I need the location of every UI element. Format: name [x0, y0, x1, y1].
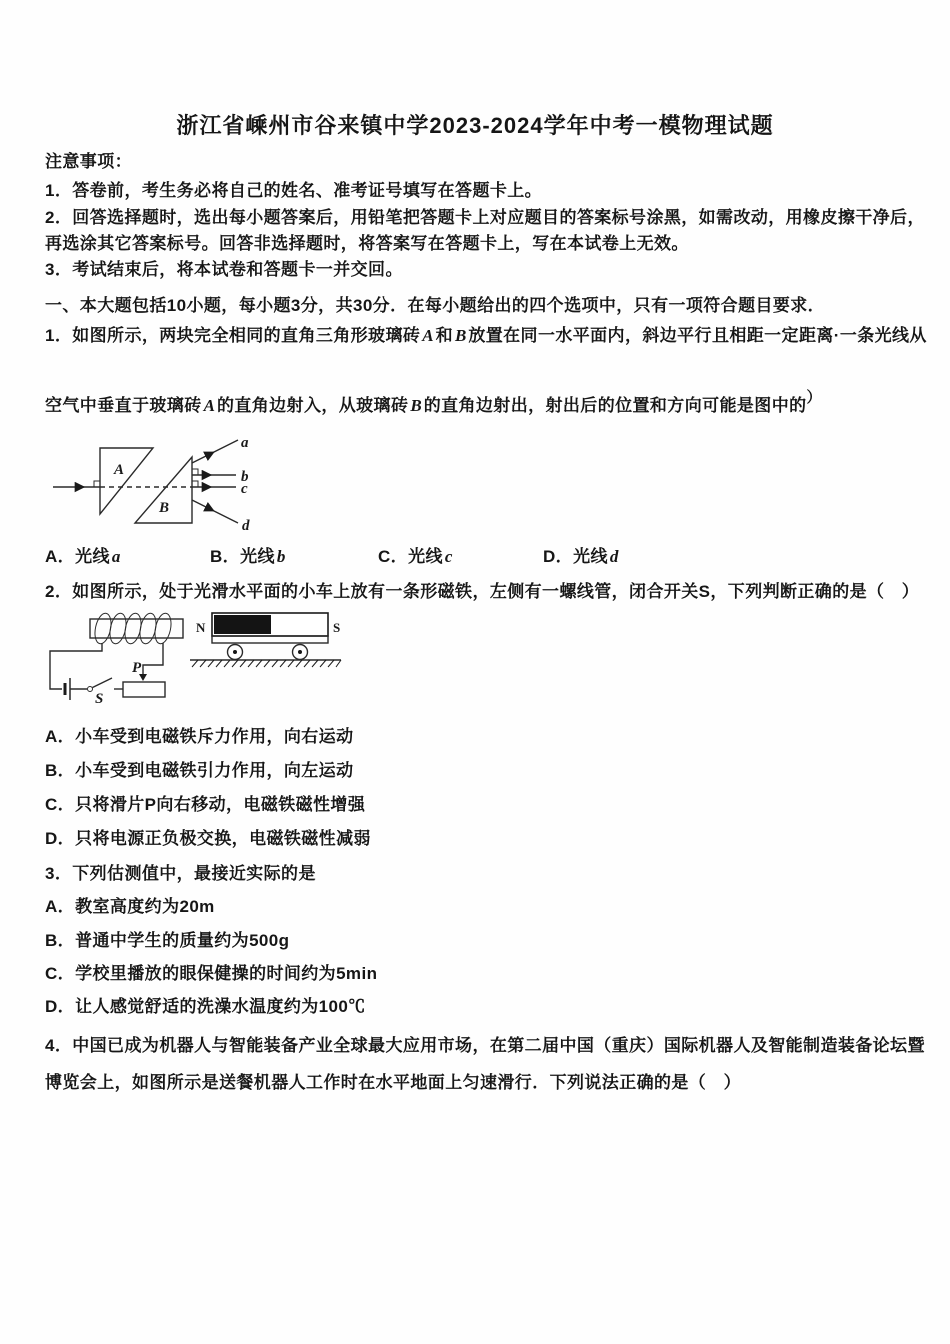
q1-text-6: 的直角边射出，射出后的位置和方向可能是图中的	[423, 396, 807, 415]
right-angle-mark-b	[192, 469, 198, 475]
q3-option-c: C．学校里播放的眼保健操的时间约为5min	[45, 964, 378, 983]
q1-var-b-block-2: B	[410, 396, 422, 415]
q1-option-a	[45, 542, 122, 567]
q2-option-b: B．小车受到电磁铁引力作用，向左运动	[45, 761, 354, 780]
question-4-line-2: 博览会上，如图所示是送餐机器人工作时在水平地面上匀速滑行．下列说法正确的是（ ）	[45, 1073, 741, 1092]
q1-option-b-var: b	[276, 547, 286, 566]
switch-s-label: S	[95, 691, 104, 707]
solenoid-coil	[92, 612, 173, 645]
magnet-s-label: S	[333, 620, 341, 635]
cart-wheel-left	[228, 645, 243, 660]
q2-option-c: C．只将滑片P向右移动，电磁铁磁性增强	[45, 795, 366, 814]
q1-option-a-var: a	[111, 547, 121, 566]
q1-option-b-text: B．光线	[210, 547, 275, 566]
page-title: 浙江省嵊州市谷来镇中学2023-2024学年中考一模物理试题	[176, 113, 774, 138]
q1-text-2: 和	[435, 326, 454, 345]
q1-text-4: 空气中垂直于玻璃砖	[45, 396, 202, 415]
q1-var-a-block: A	[422, 326, 434, 345]
notice-item-3: 3．考试结束后，将本试卷和答题卡一并交回。	[45, 260, 403, 279]
q1-text-3: 放置在同一水平面内，斜边平行且相距一定距离·一条光线从	[468, 326, 927, 345]
q1-var-b-block: B	[455, 326, 467, 345]
q1-text-5: 的直角边射入，从玻璃砖	[216, 396, 409, 415]
slider-p-label: P	[132, 660, 142, 676]
q1-text-1: 1．如图所示，两块完全相同的直角三角形玻璃砖	[45, 326, 421, 345]
glass-block-b-label: B	[159, 500, 170, 516]
right-angle-mark-c	[192, 481, 198, 487]
question-3-text: 3．下列估测值中，最接近实际的是	[45, 864, 316, 883]
section-1-heading: 一、本大题包括10小题，每小题3分，共30分．在每小题给出的四个选项中，只有一项符合题目要求．	[45, 296, 826, 315]
q3-option-a: A．教室高度约为20m	[45, 897, 215, 916]
q2-option-d: D．只将电源正负极交换，电磁铁磁性减弱	[45, 829, 371, 848]
q1-option-c-text: C．光线	[378, 547, 443, 566]
rheostat-body	[123, 682, 165, 697]
q2-option-a: A．小车受到电磁铁斥力作用，向右运动	[45, 727, 354, 746]
q3-option-d: D．让人感觉舒适的洗澡水温度约为100℃	[45, 997, 366, 1016]
notice-heading: 注意事项：	[45, 152, 132, 171]
ray-a-label: a	[241, 435, 249, 451]
cart-platform	[212, 636, 328, 643]
exit-ray-a	[192, 440, 238, 463]
q2-cart-figure	[188, 608, 344, 672]
notice-item-2-line-2: 再选涂其它答案标号。回答非选择题时，将答案写在答题卡上，写在本试卷上无效。	[45, 234, 689, 253]
q1-var-a-block-2: A	[203, 396, 215, 415]
exit-ray-d	[192, 500, 238, 523]
ray-d-label: d	[242, 518, 250, 534]
battery-icon	[65, 678, 70, 700]
q1-option-c	[378, 542, 454, 567]
q1-answer-paren: ）	[806, 389, 822, 406]
cart-wheel-right	[293, 645, 308, 660]
bar-magnet-n-half	[214, 615, 271, 634]
q1-option-d	[543, 542, 620, 567]
ray-b-label: b	[241, 469, 249, 485]
q1-option-c-var: c	[444, 547, 453, 566]
q1-option-a-text: A．光线	[45, 547, 110, 566]
left-lead-wire	[50, 643, 102, 689]
ground-hatching	[192, 660, 341, 667]
q1-option-b	[210, 542, 287, 567]
right-angle-mark-entry	[94, 481, 100, 487]
question-1-line-2	[45, 391, 822, 416]
q2-circuit-figure	[45, 608, 190, 710]
magnet-n-label: N	[196, 620, 206, 635]
switch-icon	[88, 678, 113, 692]
q1-option-d-text: D．光线	[543, 547, 608, 566]
q1-option-d-var: d	[609, 547, 619, 566]
glass-block-a-label: A	[114, 462, 125, 478]
right-lead-wire	[143, 643, 163, 674]
q1-optics-figure	[48, 428, 260, 543]
notice-item-1: 1．答卷前，考生务必将自己的姓名、准考证号填写在答题卡上。	[45, 181, 543, 200]
question-1-line-1	[45, 321, 927, 346]
question-2-text: 2．如图所示，处于光滑水平面的小车上放有一条形磁铁，左侧有一螺线管，闭合开关S，下列判断正确的是（ ）	[45, 582, 920, 601]
glass-block-a	[100, 448, 153, 514]
ray-c-label: c	[241, 481, 248, 497]
notice-item-2-line-1: 2．回答选择题时，选出每小题答案后，用铅笔把答题卡上对应题目的答案标号涂黑，如需改动，用橡皮擦干净后，	[45, 208, 925, 227]
q3-option-b: B．普通中学生的质量约为500g	[45, 931, 290, 950]
question-4-line-1: 4．中国已成为机器人与智能装备产业全球最大应用市场，在第二届中国（重庆）国际机器人及智能制造装备论坛暨	[45, 1036, 925, 1055]
